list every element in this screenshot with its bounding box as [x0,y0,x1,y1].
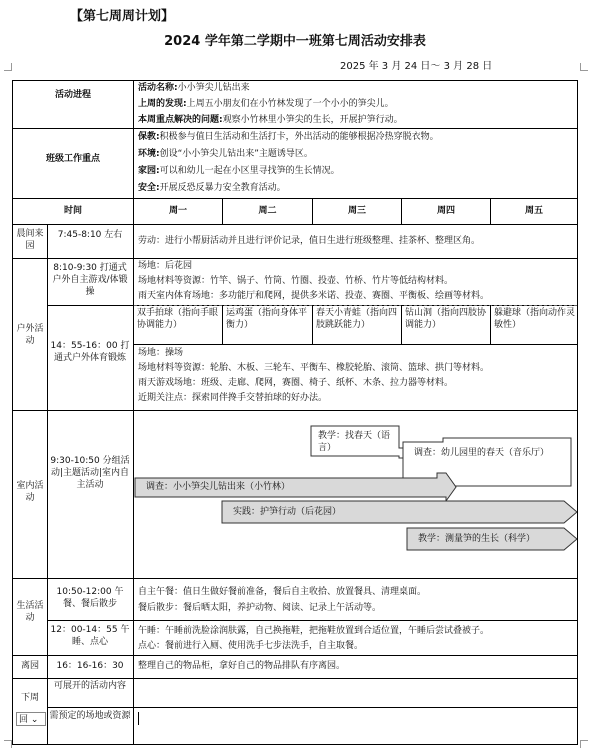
outdoor-slot1-line: 场地材料等资源：竹竿、锅子、竹筒、竹圈、投壶、竹桥、竹片等低结构材料。 [138,276,454,286]
shape-label-protect-bamboo: 实践：护笋行动（后花园） [233,507,342,517]
next-week-resources-label: 需预定的场地或资源 [49,711,131,721]
shape-label-measure-bamboo: 教学：测量笋的生长（科学） [418,534,536,544]
shape-label-spring-music: 调查：幼儿园里的春天（音乐厅） [414,448,550,458]
indoor-time: 9:30-10:50 分组活动|主题活动|室内自主活动 [50,456,130,490]
morning-content: 劳动：进行小帮厨活动并且进行评价记录，值日生进行班级整理、挂茶杯、整理区角。 [138,236,481,246]
margin-corner-mark [580,740,588,748]
life-slot2-line: 午睡：午睡前洗脸涂润肤露，自己换拖鞋，把拖鞋放置到合适位置，午睡后尝试叠被子。 [138,626,490,636]
shape-label-bamboo-survey: 调查：小小笋尖儿钻出来（小竹林） [146,482,291,492]
day-header-mon: 周一 [168,206,187,216]
last-week-discovery-line [138,98,574,110]
day-header-fri: 周五 [524,206,543,216]
focus-item: 安全:开展反恐反暴力安全教育活动。 [138,183,286,193]
page-title: 2024 学年第二学期中一班第七周活动安排表 [164,34,426,49]
outdoor-slot2-line: 场地：操场 [138,348,184,358]
next-week-section-label: 下周 [20,693,39,703]
activity-name-key: 活动名称: [138,83,178,93]
activity-name-value: 小小笋尖儿钻出来 [177,83,250,93]
date-range: 2025 年 3 月 24 日～ 3 月 28 日 [340,61,493,72]
class-focus-label: 班级工作重点 [45,154,100,164]
discovery-value: 上周五小朋友们在小竹林发现了一个小小的笋尖儿。 [186,99,394,109]
outdoor-slot1-line: 场地：后花园 [138,261,193,271]
day-header-tue: 周二 [258,206,277,216]
outdoor-slot2-time: 14：55-16：00 打通式户外体育锻炼 [50,341,130,363]
indoor-section-label: 室内活动 [16,481,44,503]
life-slot1-time: 10:50-12:00 午餐、餐后散步 [56,587,124,609]
outdoor-slot2-line: 场地材料等资源：轮胎、木板、三轮车、平衡车、橡胶轮胎、滚筒、篮球、拱门等材料。 [138,363,490,373]
life-slot2-line: 点心：餐前进行入厕、使用洗手七步法洗手，自主取餐。 [138,641,364,651]
outdoor-slot1-line: 雨天室内体育场地：多功能厅和爬网，提供多米诺、投壶、赛圈、平衡板、绘画等材料。 [138,291,490,301]
leave-section-label: 离园 [20,661,39,671]
margin-corner-mark [4,63,12,71]
morning-time: 7:45-8:10 左右 [57,230,123,240]
life-slot2-time: 12：00-14：55 午睡、点心 [50,625,130,647]
outdoor-section-label: 户外活动 [16,324,44,346]
leave-time: 16：16-16：30 [56,661,124,671]
game-cell-wed: 春天小青蛙（指向四肢跳跃能力） [316,308,398,330]
focus-item: 保教:积极参与值日生活动和生活打卡，外出活动的能够根据冷热穿脱衣物。 [138,132,439,142]
text-cursor[interactable] [138,712,139,725]
game-cell-thu: 钻山洞（指向四肢协调能力） [405,308,487,330]
shape-label-spring-language: 教学：找春天（语言） [318,431,391,453]
margin-corner-mark [4,740,12,748]
activity-name-line [138,82,574,94]
time-column-header: 时间 [63,206,82,216]
plan-tag: 【第七周周计划】 [70,9,175,24]
margin-corner-mark [580,63,588,71]
focus-value: 观察小竹林里小笋尖的生长，开展护笋行动。 [222,115,403,125]
focus-item: 家园:可以和幼儿一起在小区里寻找笋的生长情况。 [138,166,340,176]
life-slot1-line: 餐后散步：餐后晒太阳，养护动物、阅读、记录上午活动等。 [138,603,382,613]
discovery-key: 上周的发现: [138,99,187,109]
morning-section-label: 晨间来园 [16,229,44,251]
leave-content: 整理自己的物品柜，拿好自己的物品排队有序离园。 [138,661,346,671]
game-cell-fri: 躲避球（指向动作灵敏性） [494,308,576,330]
life-slot1-line: 自主午餐：值日生做好餐前准备，餐后自主收拾、放置餐具、清理桌面。 [138,587,427,597]
outdoor-slot2-line: 雨天游戏场地：班级、走廊、爬网，赛圈、椅子、纸杯、木条、拉力器等材料。 [138,378,454,388]
focus-key: 本周重点解决的问题: [138,115,223,125]
focus-item: 环境:创设“小小笋尖儿钻出来”主题诱导区。 [138,149,313,159]
outdoor-slot1-time: 8:10-9:30 打通式户外自主游戏/体锻操 [52,263,128,297]
life-section-label: 生活活动 [16,601,44,623]
game-cell-mon: 双手拍球（指向手眼协调能力） [137,308,219,330]
next-week-activities-label: 可展开的活动内容 [53,681,126,691]
calendar-dropdown-icon[interactable]: 回 ⌄ [16,712,46,726]
day-header-thu: 周四 [436,206,455,216]
outdoor-slot2-line: 近期关注点：探索同伴搀手交替拍球的好办法。 [138,393,328,403]
game-cell-tue: 运鸡蛋（指向身体平衡力） [226,308,308,330]
day-header-wed: 周三 [347,206,366,216]
activity-progress-label: 活动进程 [54,90,91,100]
week-focus-line [138,114,574,126]
